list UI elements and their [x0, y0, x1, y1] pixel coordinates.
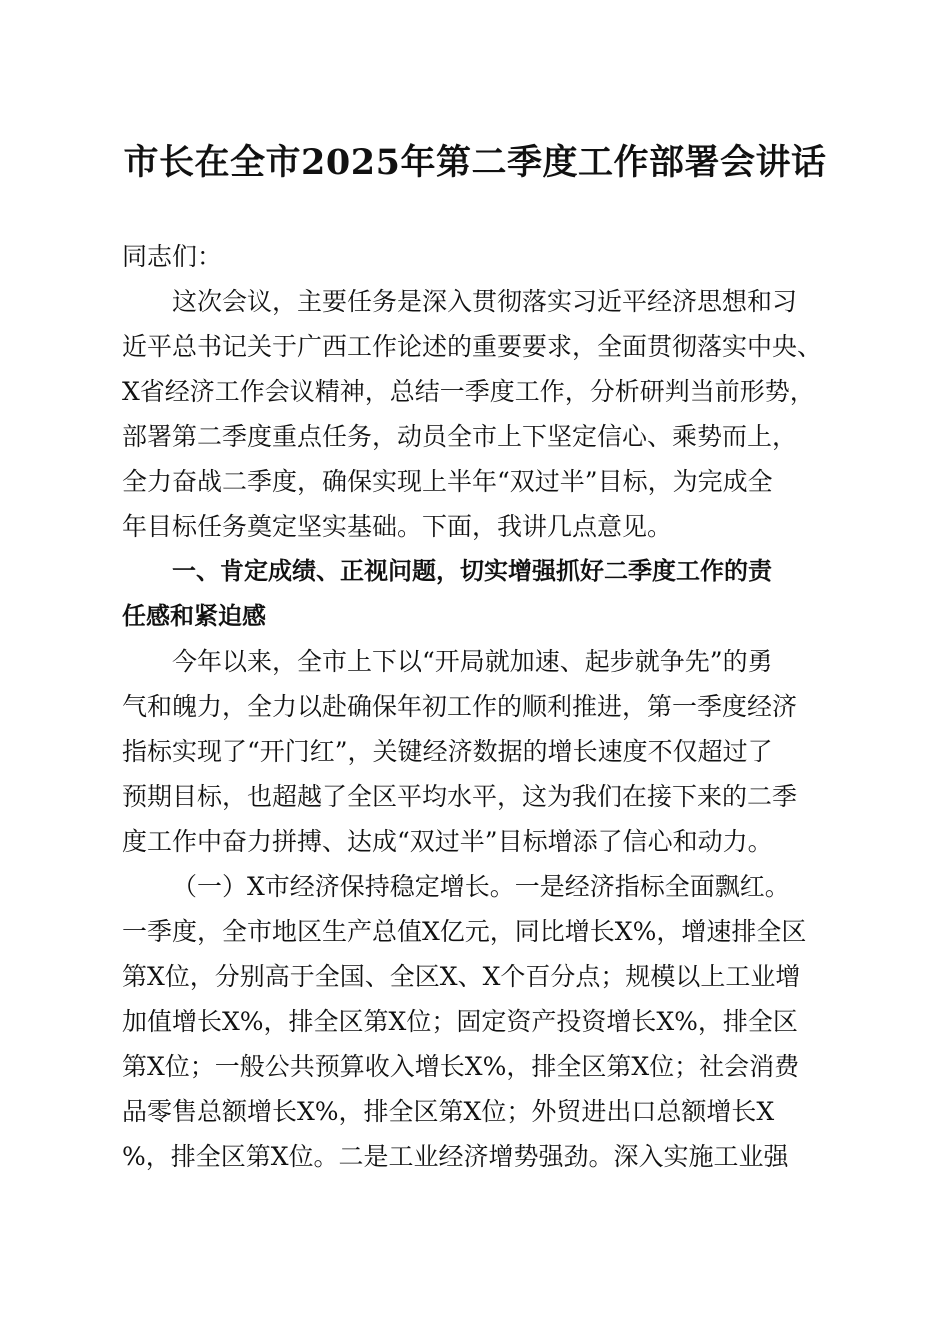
paragraph-line: 品零售总额增长X%，排全区第X位；外贸进出口总额增长X: [122, 1097, 775, 1126]
section-heading: 任感和紧迫感: [122, 602, 266, 630]
paragraph-line: 第X位，分别高于全国、全区X、X个百分点；规模以上工业增: [122, 962, 801, 991]
paragraph-line: 气和魄力，全力以赴确保年初工作的顺利推进，第一季度经济: [122, 692, 798, 721]
subsection-line: （一）X市经济保持稳定增长。一是经济指标全面飘红。: [172, 872, 790, 901]
paragraph-line: 全力奋战二季度，确保实现上半年“双过半”目标，为完成全: [122, 467, 773, 496]
paragraph-line: 度工作中奋力拼搏、达成“双过半”目标增添了信心和动力。: [122, 827, 773, 856]
paragraph-line: 第X位；一般公共预算收入增长X%，排全区第X位；社会消费: [122, 1052, 800, 1081]
paragraph-line: 加值增长X%，排全区第X位；固定资产投资增长X%，排全区: [122, 1007, 798, 1036]
document-body: [122, 234, 832, 1179]
paragraph-line: 一季度，全市地区生产总值X亿元，同比增长X%，增速排全区: [122, 917, 807, 946]
paragraph-line: 部署第二季度重点任务，动员全市上下坚定信心、乘势而上，: [122, 422, 798, 451]
section-heading: 一、肯定成绩、正视问题，切实增强抓好二季度工作的责: [172, 557, 772, 585]
paragraph-line: 预期目标，也超越了全区平均水平，这为我们在接下来的二季: [122, 782, 798, 811]
paragraph-line: 指标实现了“开门红”，关键经济数据的增长速度不仅超过了: [122, 737, 773, 766]
paragraph-line: X省经济工作会议精神，总结一季度工作，分析研判当前形势，: [122, 377, 815, 406]
paragraph-line: 近平总书记关于广西工作论述的重要要求，全面贯彻落实中央、: [122, 332, 823, 361]
document-title: 市长在全市2025年第二季度工作部署会讲话: [123, 142, 827, 183]
paragraph-line: 年目标任务奠定坚实基础。下面，我讲几点意见。: [122, 512, 673, 541]
paragraph-line: %，排全区第X位。二是工业经济增势强劲。深入实施工业强: [122, 1142, 789, 1171]
salutation: 同志们：: [122, 242, 223, 271]
paragraph-line: 今年以来，全市上下以“开局就加速、起步就争先”的勇: [172, 647, 773, 676]
paragraph-line: 这次会议，主要任务是深入贯彻落实习近平经济思想和习: [172, 287, 798, 316]
